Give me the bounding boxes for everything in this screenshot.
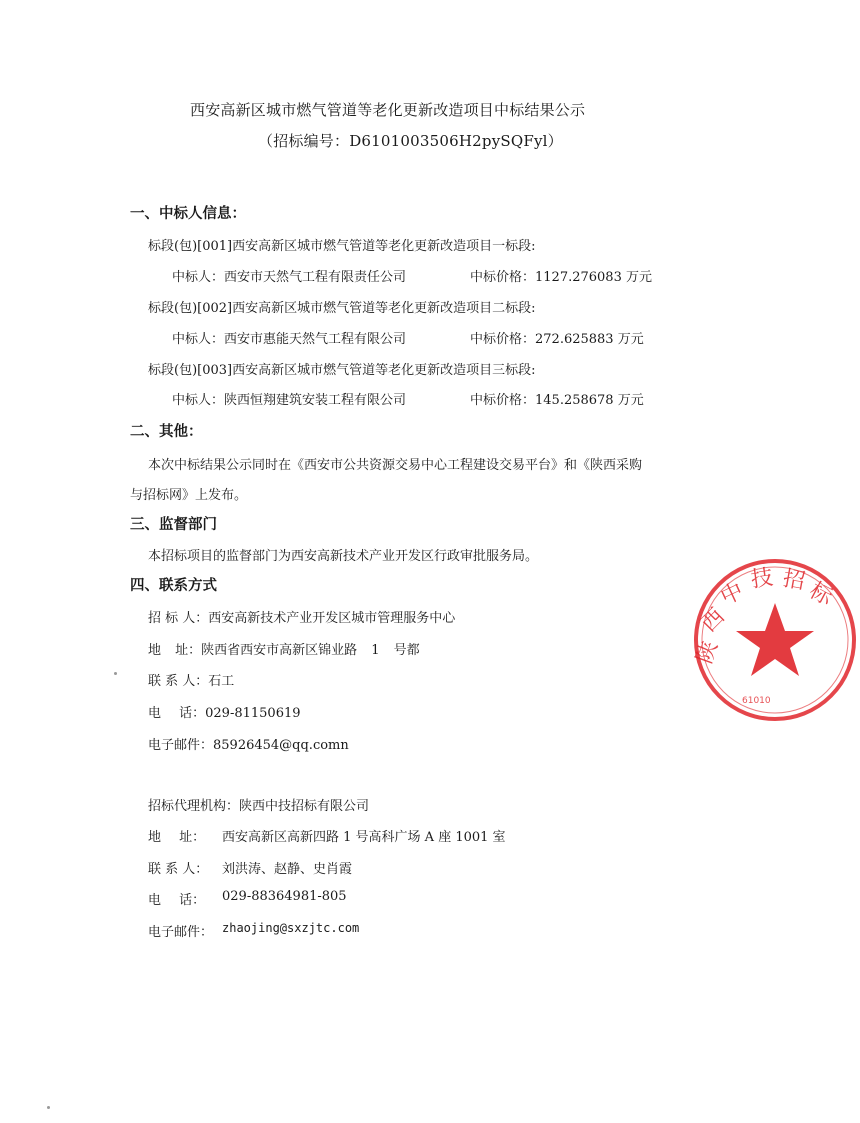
agency-phone-label: 电 话： bbox=[148, 893, 206, 908]
lot-2-label: 标段(包)[002]西安高新区城市燃气管道等老化更新改造项目二标段: bbox=[148, 301, 536, 316]
lot-3-price: 中标价格：145.258678 万元 bbox=[470, 393, 644, 408]
section-contact-heading: 四、联系方式 bbox=[130, 578, 217, 594]
tenderer-email: 电子邮件：85926454@qq.comn bbox=[148, 738, 349, 753]
agency-contact-label: 联 系 人： bbox=[148, 862, 209, 877]
agency-address-label: 地 址： bbox=[148, 830, 206, 845]
lot-3-winner: 中标人：陕西恒翔建筑安装工程有限公司 bbox=[172, 393, 407, 408]
svg-text:招: 招 bbox=[780, 566, 807, 595]
publication-note-line1: 本次中标结果公示同时在《西安市公共资源交易中心工程建设交易平台》和《陕西采购 bbox=[148, 458, 643, 473]
agency-address: 西安高新区高新四路 1 号高科广场 A 座 1001 室 bbox=[222, 830, 506, 845]
document-title: 西安高新区城市燃气管道等老化更新改造项目中标结果公示 bbox=[190, 101, 586, 119]
agency-phone: 029-88364981-805 bbox=[222, 889, 347, 904]
tenderer-contact: 联 系 人：石工 bbox=[148, 674, 235, 689]
agency-contact: 刘洪涛、赵静、史肖霞 bbox=[222, 862, 353, 877]
lot-2-winner: 中标人：西安市惠能天然气工程有限公司 bbox=[172, 332, 407, 347]
agency-email-label: 电子邮件： bbox=[148, 925, 214, 940]
svg-text:西: 西 bbox=[696, 603, 730, 638]
lot-1-price: 中标价格：1127.276083 万元 bbox=[470, 270, 652, 285]
section-winner-info-heading: 一、中标人信息： bbox=[130, 206, 246, 222]
scan-speck bbox=[114, 672, 117, 675]
tenderer-address: 地 址：陕西省西安市高新区锦业路 1 号都 bbox=[148, 643, 420, 658]
official-seal-stamp bbox=[690, 555, 860, 725]
lot-1-winner: 中标人：西安市天然气工程有限责任公司 bbox=[172, 270, 407, 285]
section-other-heading: 二、其他： bbox=[130, 424, 203, 440]
svg-text:中: 中 bbox=[716, 578, 748, 611]
tender-number: （招标编号：D6101003506H2pySQFyl） bbox=[258, 132, 563, 150]
agency-email: zhaojing@sxzjtc.com bbox=[222, 921, 360, 935]
tenderer-name: 招 标 人：西安高新技术产业开发区城市管理服务中心 bbox=[148, 611, 456, 626]
lot-3-label: 标段(包)[003]西安高新区城市燃气管道等老化更新改造项目三标段: bbox=[148, 363, 536, 378]
supervision-text: 本招标项目的监督部门为西安高新技术产业开发区行政审批服务局。 bbox=[148, 549, 539, 564]
lot-1-label: 标段(包)[001]西安高新区城市燃气管道等老化更新改造项目一标段: bbox=[148, 239, 536, 254]
lot-2-price: 中标价格：272.625883 万元 bbox=[470, 332, 644, 347]
svg-text:技: 技 bbox=[749, 565, 775, 593]
svg-text:陕: 陕 bbox=[692, 637, 724, 668]
scan-speck bbox=[47, 1106, 50, 1109]
svg-text:标: 标 bbox=[805, 578, 837, 611]
publication-note-line2: 与招标网》上发布。 bbox=[130, 488, 248, 503]
svg-text:61010: 61010 bbox=[742, 696, 771, 706]
agency-name: 招标代理机构：陕西中技招标有限公司 bbox=[148, 799, 370, 814]
section-supervision-heading: 三、监督部门 bbox=[130, 517, 217, 533]
tenderer-phone: 电 话：029-81150619 bbox=[148, 706, 301, 721]
